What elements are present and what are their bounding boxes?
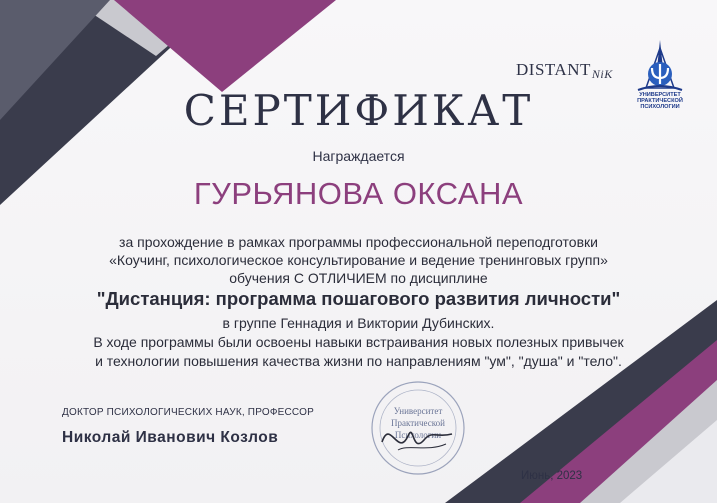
body-line: за прохождение в рамках программы профессиональной переподготовки — [119, 234, 598, 250]
recipient-name: ГУРЬЯНОВА ОКСАНА — [193, 176, 524, 211]
stamp-line: Психологии — [394, 430, 442, 440]
detail-line: В ходе программы были освоены навыки встраивания новых полезных привычек — [93, 334, 624, 350]
stamp-line: Университет — [393, 406, 443, 416]
detail-line: и технологии повышения качества жизни по направлениям "ум", "душа" и "тело". — [95, 353, 622, 369]
body-line: «Коучинг, психологическое консультирование и ведение тренинговых групп» — [109, 252, 608, 268]
stamp-line: Практической — [391, 418, 445, 428]
brand-distant-text: DISTANT — [516, 60, 591, 79]
detail-line: в группе Геннадия и Виктории Дубинских. — [222, 315, 495, 331]
certificate-details — [0, 314, 717, 371]
university-stamp — [368, 378, 468, 478]
awarded-label: Награждается — [312, 148, 405, 164]
logo-line: ПРАКТИЧЕСКОЙ — [637, 98, 683, 104]
issue-date: Июнь, 2023 — [521, 470, 583, 482]
logo-line: УНИВЕРСИТЕТ — [639, 92, 681, 98]
certificate-body — [0, 233, 717, 287]
signatory-name: Николай Иванович Козлов — [62, 429, 279, 446]
brand-nik-text: NiK — [591, 67, 613, 81]
distant-nik-logo — [516, 60, 613, 80]
body-line: обучения С ОТЛИЧИЕМ по дисциплине — [229, 270, 488, 286]
signatory-role: ДОКТОР ПСИХОЛОГИЧЕСКИХ НАУК, ПРОФЕССОР — [62, 407, 314, 418]
signature-underline — [398, 444, 446, 450]
discipline-title: "Дистанция: программа пошагового развития личности" — [96, 288, 621, 309]
certificate-title: СЕРТИФИКАТ — [183, 86, 534, 135]
logo-line: ПСИХОЛОГИИ — [640, 104, 680, 110]
